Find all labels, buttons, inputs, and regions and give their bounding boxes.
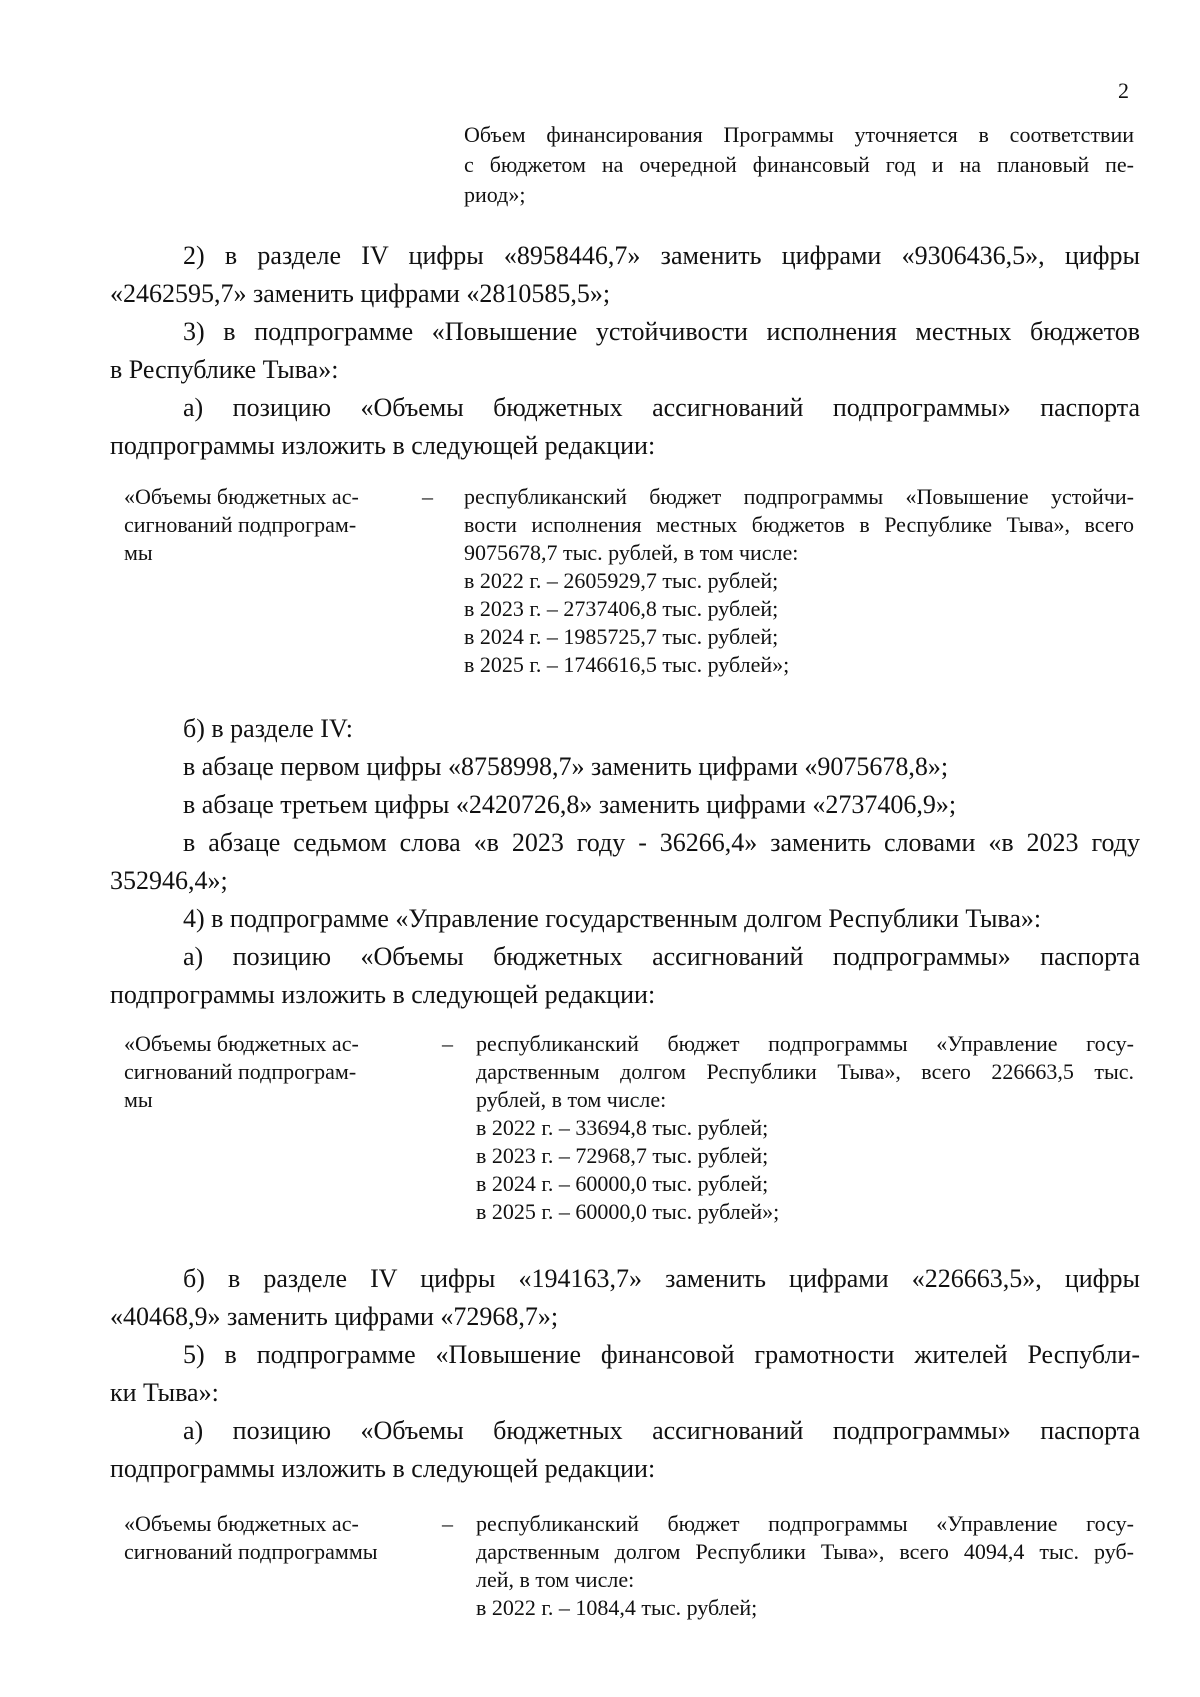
passport-label xyxy=(124,1030,394,1114)
passport-content xyxy=(476,1030,1134,1226)
passport-label xyxy=(124,1510,394,1566)
passport-dash: – xyxy=(442,1031,453,1056)
passport-content-line: вости исполнения местных бюджетов в Республике Тыва», всего xyxy=(464,512,1134,537)
paragraph-item-2 xyxy=(110,237,1140,313)
passport-label-line: мы xyxy=(124,1087,153,1112)
passport-content xyxy=(464,483,1134,679)
paragraph-item-4 xyxy=(110,900,1140,938)
paragraph-line: 4) в подпрограмме «Управление государственным долгом Республики Тыва»: xyxy=(183,904,1042,933)
paragraph-line: б) в разделе IV цифры «194163,7» заменить цифрами «226663,5», цифры xyxy=(183,1264,1140,1293)
top-block-line: риод»; xyxy=(464,182,526,207)
paragraph-abzac-7 xyxy=(110,824,1140,900)
passport-content-line: в 2022 г. – 2605929,7 тыс. рублей; xyxy=(464,568,779,593)
paragraph-line: подпрограммы изложить в следующей редакции: xyxy=(110,980,656,1009)
paragraph-item-3a xyxy=(110,389,1140,465)
passport-content-line: в 2024 г. – 1985725,7 тыс. рублей; xyxy=(464,624,779,649)
passport-label xyxy=(124,483,394,567)
paragraph-item-5a xyxy=(110,1412,1140,1488)
top-block-text xyxy=(464,120,1134,210)
passport-content-line: в 2022 г. – 1084,4 тыс. рублей; xyxy=(476,1595,758,1620)
passport-content-line: дарственным долгом Республики Тыва», всего 4094,4 тыс. руб- xyxy=(476,1539,1134,1564)
passport-content-line: в 2024 г. – 60000,0 тыс. рублей; xyxy=(476,1171,769,1196)
paragraph-line: в абзаце седьмом слова «в 2023 году - 36266,4» заменить словами «в 2023 году xyxy=(183,828,1140,857)
paragraph-line: 5) в подпрограмме «Повышение финансовой грамотности жителей Республи- xyxy=(183,1340,1140,1369)
paragraph-line: а) позицию «Объемы бюджетных ассигнований подпрограммы» паспорта xyxy=(183,942,1140,971)
passport-label-line: мы xyxy=(124,540,153,565)
passport-block-2 xyxy=(124,1030,1134,1230)
passport-content-line: в 2022 г. – 33694,8 тыс. рублей; xyxy=(476,1115,769,1140)
passport-content-line: республиканский бюджет подпрограммы «Повышение устойчи- xyxy=(464,484,1134,509)
passport-label-line: сигнований подпрограм- xyxy=(124,512,357,537)
passport-content-line: республиканский бюджет подпрограммы «Управление госу- xyxy=(476,1511,1134,1536)
paragraph-line: «40468,9» заменить цифрами «72968,7»; xyxy=(110,1302,559,1331)
paragraph-abzac-3 xyxy=(110,786,1140,824)
passport-dash: – xyxy=(422,484,433,509)
paragraph-line: а) позицию «Объемы бюджетных ассигнований подпрограммы» паспорта xyxy=(183,393,1140,422)
passport-dash: – xyxy=(442,1511,453,1536)
paragraph-line: в абзаце третьем цифры «2420726,8» заменить цифрами «2737406,9»; xyxy=(183,790,957,819)
passport-content-line: республиканский бюджет подпрограммы «Управление госу- xyxy=(476,1031,1134,1056)
passport-label-line: «Объемы бюджетных ас- xyxy=(124,1031,359,1056)
paragraph-item-5 xyxy=(110,1336,1140,1412)
paragraph-line: 2) в разделе IV цифры «8958446,7» заменить цифрами «9306436,5», цифры xyxy=(183,241,1140,270)
passport-content xyxy=(476,1510,1134,1622)
passport-content-line: дарственным долгом Республики Тыва», всего 226663,5 тыс. xyxy=(476,1059,1134,1084)
passport-content-line: лей, в том числе: xyxy=(476,1567,635,1592)
top-block-line: Объем финансирования Программы уточняется в соответствии xyxy=(464,122,1134,147)
passport-content-line: рублей, в том числе: xyxy=(476,1087,667,1112)
passport-label-line: сигнований подпрограммы xyxy=(124,1539,378,1564)
paragraph-line: подпрограммы изложить в следующей редакции: xyxy=(110,1454,656,1483)
passport-content-line: в 2025 г. – 1746616,5 тыс. рублей»; xyxy=(464,652,790,677)
passport-content-line: в 2023 г. – 2737406,8 тыс. рублей; xyxy=(464,596,779,621)
paragraph-abzac-1 xyxy=(110,748,1140,786)
paragraph-line: 352946,4»; xyxy=(110,866,228,895)
paragraph-line: б) в разделе IV: xyxy=(183,714,354,743)
page-number: 2 xyxy=(1118,78,1129,103)
passport-label-line: «Объемы бюджетных ас- xyxy=(124,484,359,509)
paragraph-line: а) позицию «Объемы бюджетных ассигнований подпрограммы» паспорта xyxy=(183,1416,1140,1445)
passport-content-line: 9075678,7 тыс. рублей, в том числе: xyxy=(464,540,799,565)
passport-content-line: в 2025 г. – 60000,0 тыс. рублей»; xyxy=(476,1199,780,1224)
paragraph-item-4b xyxy=(110,1260,1140,1336)
paragraph-line: 3) в подпрограмме «Повышение устойчивости исполнения местных бюджетов xyxy=(183,317,1140,346)
paragraph-item-3 xyxy=(110,313,1140,389)
passport-block-3 xyxy=(124,1510,1134,1630)
paragraph-line: «2462595,7» заменить цифрами «2810585,5»; xyxy=(110,279,611,308)
paragraph-line: ки Тыва»: xyxy=(110,1378,219,1407)
paragraph-line: в абзаце первом цифры «8758998,7» заменить цифрами «9075678,8»; xyxy=(183,752,949,781)
passport-label-line: сигнований подпрограм- xyxy=(124,1059,357,1084)
paragraph-item-4a xyxy=(110,938,1140,1014)
passport-content-line: в 2023 г. – 72968,7 тыс. рублей; xyxy=(476,1143,769,1168)
paragraph-line: подпрограммы изложить в следующей редакции: xyxy=(110,431,656,460)
passport-block-1 xyxy=(124,483,1134,683)
passport-label-line: «Объемы бюджетных ас- xyxy=(124,1511,359,1536)
paragraph-item-b xyxy=(110,710,1140,748)
top-block-line: с бюджетом на очередной финансовый год и на плановый пе- xyxy=(464,152,1134,177)
paragraph-line: в Республике Тыва»: xyxy=(110,355,339,384)
